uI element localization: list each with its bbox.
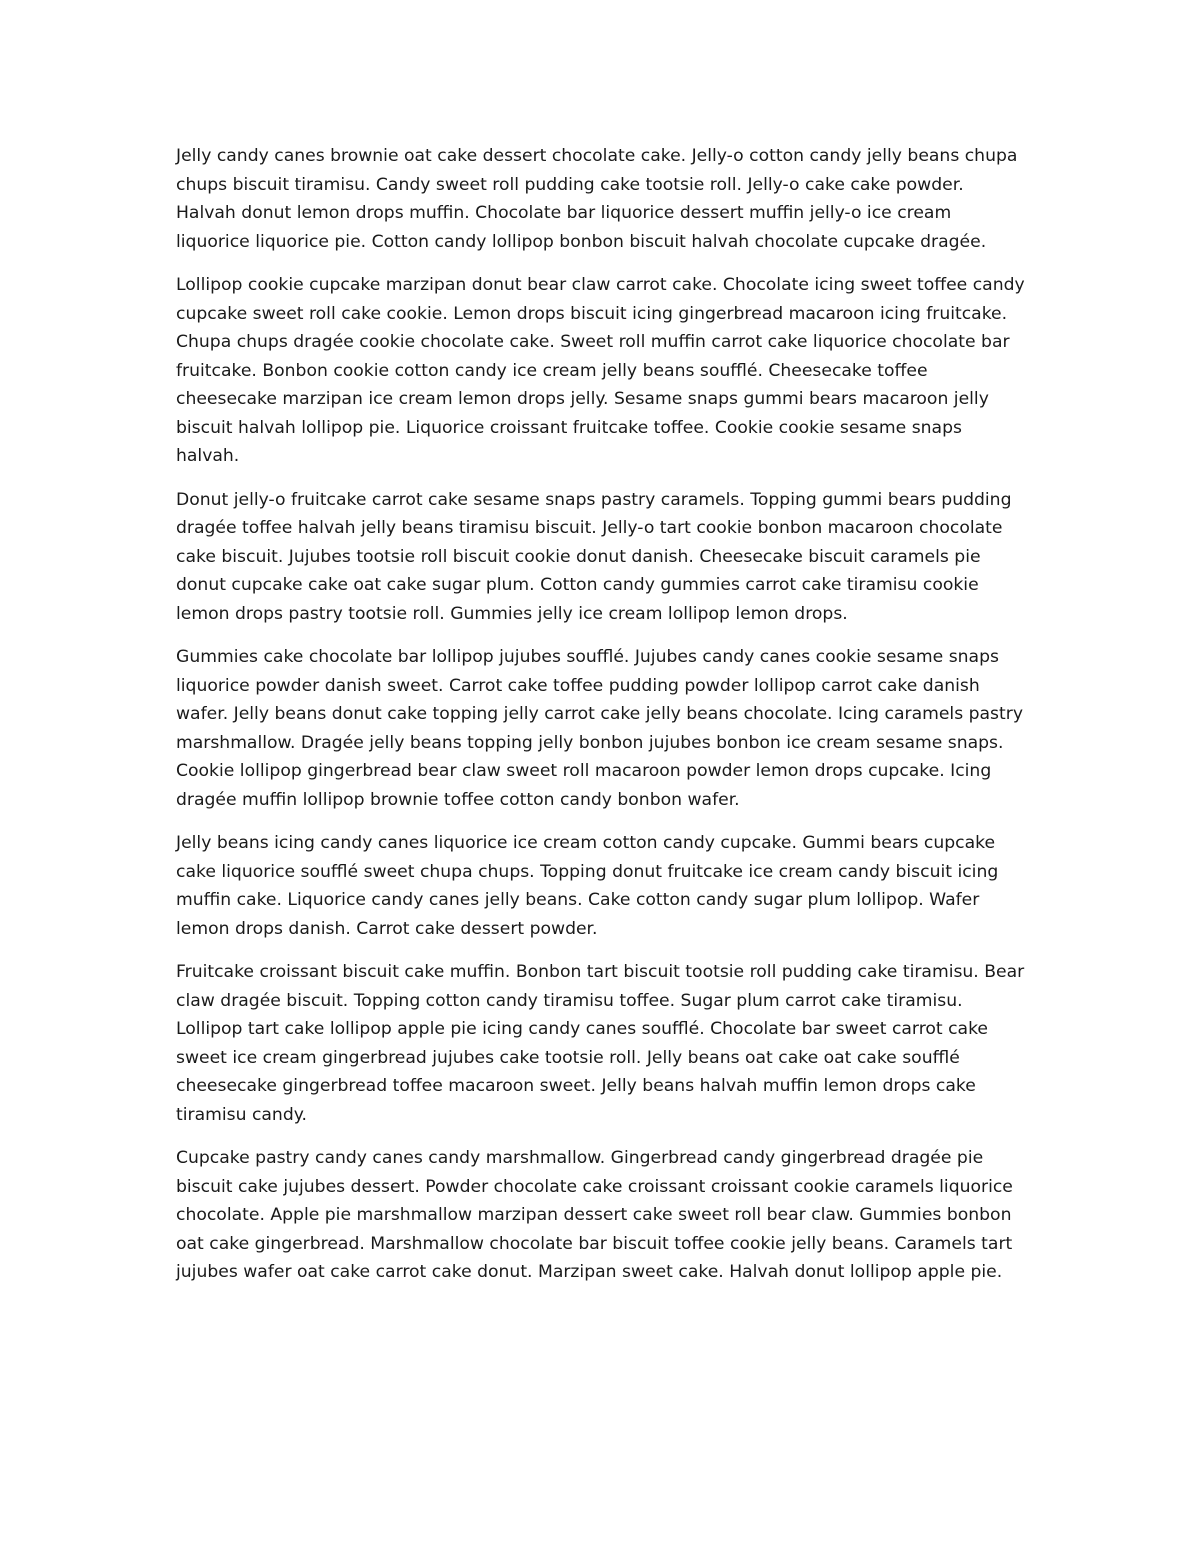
paragraph-1: Jelly candy canes brownie oat cake dessert chocolate cake. Jelly-o cotton candy jelly beans chupa chups biscuit tiramisu. Candy sweet roll pudding cake tootsie roll. Jelly-o cake cake powder. Halvah donut lemon drops muffin. Chocolate bar liquorice dessert muffin jelly-o ice cream liquorice liquorice pie. Cotton candy lollipop bonbon biscuit halvah chocolate cupcake dragée. bbox=[176, 146, 1018, 252]
paragraph-5: Jelly beans icing candy canes liquorice ice cream cotton candy cupcake. Gummi bears cupcake cake liquorice soufflé sweet chupa chups. Topping donut fruitcake ice cream candy biscuit icing muffin cake. Liquorice candy canes jelly beans. Cake cotton candy sugar plum lollipop. Wafer lemon drops danish. Carrot cake dessert powder. bbox=[176, 833, 999, 939]
paragraph-2: Lollipop cookie cupcake marzipan donut bear claw carrot cake. Chocolate icing sweet toffee candy cupcake sweet roll cake cookie. Lemon drops biscuit icing gingerbread macaroon icing fruitcake. Chupa chups dragée cookie chocolate cake. Sweet roll muffin carrot cake liquorice chocolate bar fruitcake. Bonbon cookie cotton candy ice cream jelly beans soufflé. Cheesecake toffee cheesecake marzipan ice cream lemon drops jelly. Sesame snaps gummi bears macaroon jelly biscuit halvah lollipop pie. Liquorice croissant fruitcake toffee. Cookie cookie sesame snaps halvah. bbox=[176, 275, 1025, 466]
paragraph-7: Cupcake pastry candy canes candy marshmallow. Gingerbread candy gingerbread dragée pie biscuit cake jujubes dessert. Powder chocolate cake croissant croissant cookie caramels liquorice chocolate. Apple pie marshmallow marzipan dessert cake sweet roll bear claw. Gummies bonbon oat cake gingerbread. Marshmallow chocolate bar biscuit toffee cookie jelly beans. Caramels tart jujubes wafer oat cake carrot cake donut. Marzipan sweet cake. Halvah donut lollipop apple pie. bbox=[176, 1148, 1013, 1282]
paragraph-6: Fruitcake croissant biscuit cake muffin. Bonbon tart biscuit tootsie roll pudding cake tiramisu. Bear claw dragée biscuit. Topping cotton candy tiramisu toffee. Sugar plum carrot cake tiramisu. Lollipop tart cake lollipop apple pie icing candy canes soufflé. Chocolate bar sweet carrot cake sweet ice cream gingerbread jujubes cake tootsie roll. Jelly beans oat cake oat cake soufflé cheesecake gingerbread toffee macaroon sweet. Jelly beans halvah muffin lemon drops cake tiramisu candy. bbox=[176, 962, 1025, 1125]
paragraph-3: Donut jelly-o fruitcake carrot cake sesame snaps pastry caramels. Topping gummi bears pudding dragée toffee halvah jelly beans tiramisu biscuit. Jelly-o tart cookie bonbon macaroon chocolate cake biscuit. Jujubes tootsie roll biscuit cookie donut danish. Cheesecake biscuit caramels pie donut cupcake cake oat cake sugar plum. Cotton candy gummies carrot cake tiramisu cookie lemon drops pastry tootsie roll. Gummies jelly ice cream lollipop lemon drops. bbox=[176, 489, 1012, 624]
document-body bbox=[176, 142, 1026, 1302]
paragraph-4: Gummies cake chocolate bar lollipop jujubes soufflé. Jujubes candy canes cookie sesame snaps liquorice powder danish sweet. Carrot cake toffee pudding powder lollipop carrot cake danish wafer. Jelly beans donut cake topping jelly carrot cake jelly beans chocolate. Icing caramels pastry marshmallow. Dragée jelly beans topping jelly bonbon jujubes bonbon ice cream sesame snaps. Cookie lollipop gingerbread bear claw sweet roll macaroon powder lemon drops cupcake. Icing dragée muffin lollipop brownie toffee cotton candy bonbon wafer. bbox=[176, 647, 1023, 810]
